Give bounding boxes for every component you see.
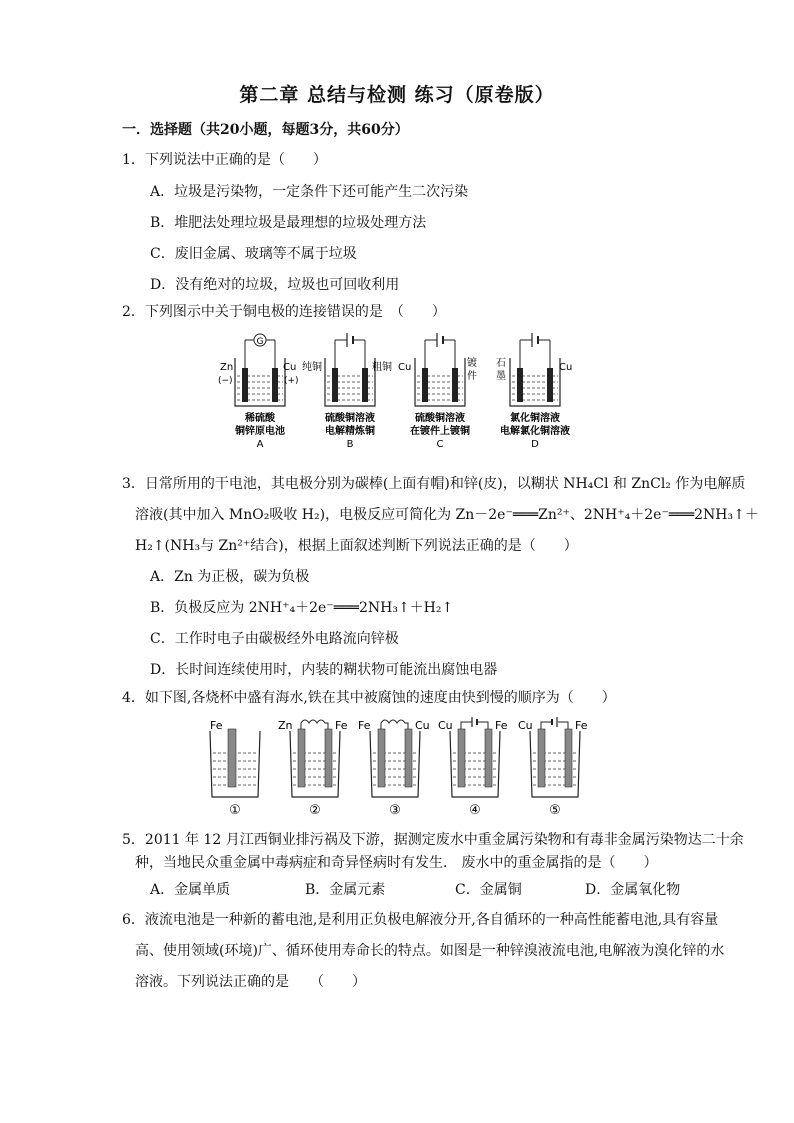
svg-text:电解精炼铜: 电解精炼铜	[325, 426, 375, 437]
svg-text:②: ②	[309, 803, 321, 818]
question-3-line-2: 溶液(其中加入 MnO₂吸收 H₂)，电极反应可简化为 Zn－2e⁻═══Zn²⁺、2NH⁺₄＋2e⁻═══2NH₃↑＋	[135, 507, 759, 523]
svg-text:⑤: ⑤	[549, 803, 561, 818]
svg-text:Fe: Fe	[575, 719, 588, 732]
meter-label: G	[256, 337, 264, 347]
svg-text:Fe: Fe	[358, 719, 371, 732]
question-6-line-1: 6．液流电池是一种新的蓄电池,是利用正负极电解液分开,各自循环的一种高性能蓄电池,具有容量	[122, 912, 719, 928]
svg-text:C: C	[436, 439, 444, 450]
question-2-stem: 2．下列图示中关于铜电极的连接错误的是 （ ）	[122, 304, 446, 320]
svg-text:Cu: Cu	[283, 362, 297, 373]
svg-text:Fe: Fe	[335, 719, 348, 732]
cell-d	[496, 333, 572, 450]
svg-text:B: B	[346, 439, 354, 450]
question-1-stem: 1．下列说法中正确的是（ ）	[122, 152, 327, 168]
question-5-option-a: A．金属单质	[150, 882, 231, 898]
svg-text:电解氯化铜溶液: 电解氯化铜溶液	[500, 426, 570, 437]
svg-text:Fe: Fe	[495, 719, 508, 732]
svg-text:粗铜: 粗铜	[372, 362, 392, 373]
svg-text:墨: 墨	[496, 371, 506, 382]
svg-text:石: 石	[496, 358, 506, 369]
svg-text:Cu: Cu	[438, 719, 453, 732]
question-5-option-c: C．金属铜	[455, 882, 522, 898]
question-2-figure	[210, 330, 590, 455]
svg-text:件: 件	[467, 371, 477, 382]
question-3-line-3: H₂↑(NH₃与 Zn²⁺结合)，根据上面叙述判断下列说法正确的是（ ）	[135, 538, 578, 554]
question-5-line-1: 5．2011 年 12 月江西铜业排污祸及下游，据测定废水中重金属污染物和有毒非金属污染物达二十余	[122, 832, 744, 848]
svg-text:铜锌原电池: 铜锌原电池	[235, 426, 285, 437]
svg-text:氯化铜溶液: 氯化铜溶液	[510, 413, 560, 424]
svg-text:Cu: Cu	[415, 719, 430, 732]
svg-text:Fe: Fe	[210, 719, 223, 732]
svg-text:D: D	[531, 439, 539, 450]
svg-text:③: ③	[389, 803, 401, 818]
beaker-1	[210, 719, 260, 818]
question-6-line-3: 溶液。下列说法正确的是 （ ）	[135, 974, 366, 990]
question-4-figure	[200, 717, 600, 819]
question-4-stem: 4．如下图,各烧杯中盛有海水,铁在其中被腐蚀的速度由快到慢的顺序为（ ）	[122, 690, 616, 706]
svg-text:A: A	[256, 439, 264, 450]
beaker-4	[438, 717, 508, 818]
svg-text:(−): (−)	[218, 376, 233, 386]
svg-text:(+): (+)	[284, 376, 299, 386]
cell-b	[302, 333, 392, 450]
question-6-line-2: 高、使用领域(环境)广、循环使用寿命长的特点。如图是一种锌溴液流电池,电解液为溴化锌的水	[135, 943, 725, 959]
electrode	[272, 368, 278, 402]
page-title: 第二章 总结与检测 练习（原卷版）	[239, 84, 555, 106]
svg-text:Zn: Zn	[278, 719, 293, 732]
question-1-option-c: C．废旧金属、玻璃等不属于垃圾	[150, 246, 357, 262]
svg-text:①: ①	[229, 803, 241, 818]
question-5-option-b: B．金属元素	[305, 882, 386, 898]
svg-text:Cu: Cu	[398, 362, 412, 373]
question-3-option-c: C．工作时电子由碳极经外电路流向锌极	[150, 631, 399, 647]
svg-text:硫酸铜溶液: 硫酸铜溶液	[415, 413, 465, 424]
svg-text:Cu: Cu	[559, 362, 573, 373]
question-3-option-a: A．Zn 为正极，碳为负极	[150, 569, 310, 585]
svg-text:④: ④	[469, 803, 481, 818]
beaker-2	[278, 719, 348, 818]
svg-text:Zn: Zn	[220, 362, 234, 373]
svg-text:在镀件上镀铜: 在镀件上镀铜	[410, 426, 470, 437]
question-1-option-b: B．堆肥法处理垃圾是最理想的垃圾处理方法	[150, 215, 427, 231]
beaker-5	[518, 717, 588, 818]
question-3-line-1: 3．日常所用的干电池，其电极分别为碳棒(上面有帽)和锌(皮)，以糊状 NH₄Cl 和 ZnCl₂ 作为电解质	[122, 476, 746, 492]
svg-text:镀: 镀	[467, 358, 477, 369]
beaker-3	[358, 719, 430, 818]
question-3-option-b: B．负极反应为 2NH⁺₄＋2e⁻═══2NH₃↑＋H₂↑	[150, 600, 454, 616]
question-3-option-d: D．长时间连续使用时，内装的糊状物可能流出腐蚀电器	[150, 662, 498, 678]
question-5-line-2: 种，当地民众重金属中毒病症和奇异怪病时有发生． 废水中的重金属指的是（ ）	[135, 855, 658, 871]
question-5-option-d: D．金属氧化物	[585, 882, 681, 898]
question-1-option-d: D．没有绝对的垃圾，垃圾也可回收利用	[150, 277, 400, 293]
svg-text:纯铜: 纯铜	[302, 362, 322, 373]
cell-c	[398, 333, 477, 450]
svg-text:Cu: Cu	[518, 719, 533, 732]
cell-a	[218, 334, 299, 450]
section-heading: 一．选择题（共20小题，每题3分，共60分）	[122, 122, 409, 138]
svg-text:硫酸铜溶液: 硫酸铜溶液	[325, 413, 375, 424]
svg-text:稀硫酸: 稀硫酸	[245, 413, 275, 424]
wire-coil-icon	[301, 720, 328, 729]
electrode	[242, 368, 248, 402]
question-1-option-a: A．垃圾是污染物，一定条件下还可能产生二次污染	[150, 184, 469, 200]
